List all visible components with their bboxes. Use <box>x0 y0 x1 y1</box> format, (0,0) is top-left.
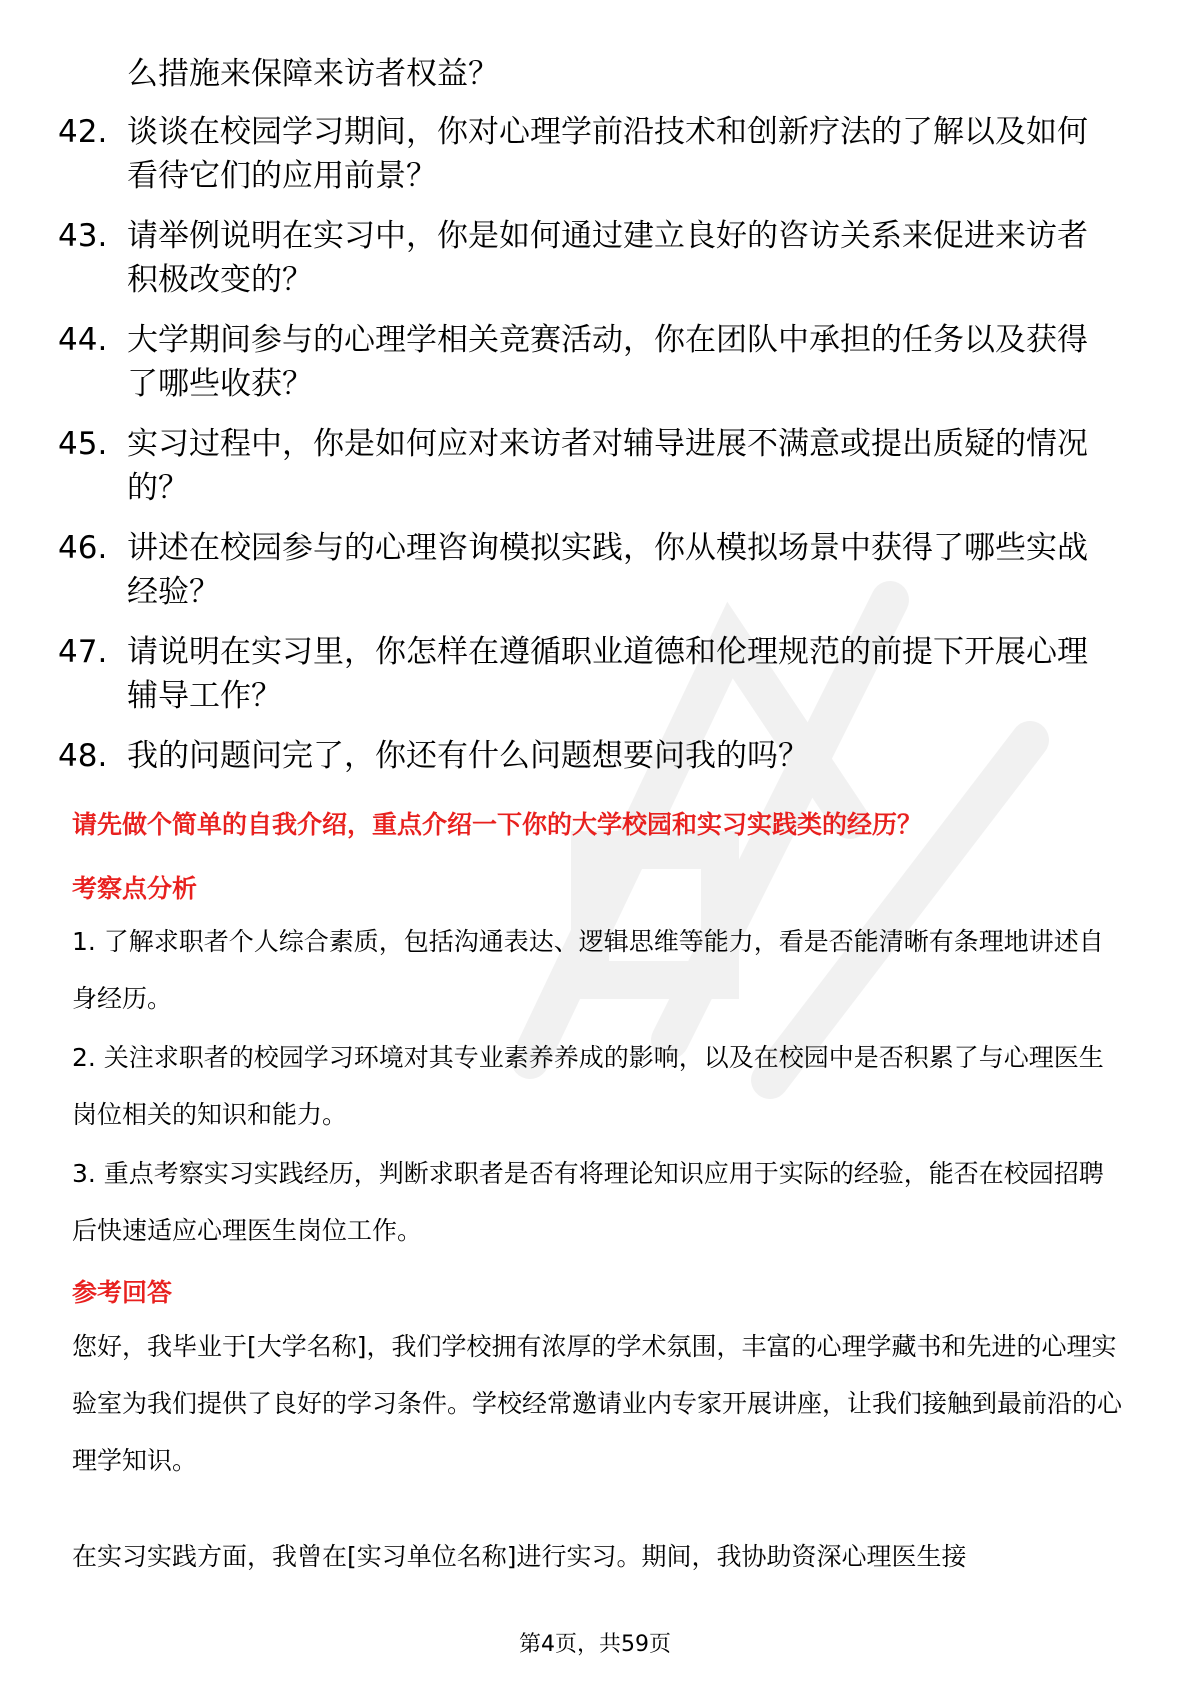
question-item <box>58 318 1118 406</box>
analysis-point: 2. 关注求职者的校园学习环境对其专业素养养成的影响，以及在校园中是否积累了与心理医生岗位相关的知识和能力。 <box>72 1043 1104 1129</box>
question-number: 47. <box>58 634 108 670</box>
question-number: 48. <box>58 738 108 774</box>
question-text: 实习过程中，你是如何应对来访者对辅导进展不满意或提出质疑的情况的？ <box>127 426 1088 506</box>
question-text: 我的问题问完了，你还有什么问题想要问我的吗？ <box>127 738 809 774</box>
reference-heading: 参考回答 <box>72 1278 173 1307</box>
question-number: 44. <box>58 322 108 358</box>
question-text: 大学期间参与的心理学相关竞赛活动，你在团队中承担的任务以及获得了哪些收获？ <box>127 322 1088 402</box>
page-indicator: 第4页，共59页 <box>519 1632 671 1657</box>
reference-paragraph: 您好，我毕业于[大学名称]，我们学校拥有浓厚的学术氛围，丰富的心理学藏书和先进的心理实验室为我们提供了良好的学习条件。学校经常邀请业内专家开展讲座，让我们接触到最前沿的心理学知识。 <box>72 1332 1123 1475</box>
reference-paragraph: 在实习实践方面，我曾在[实习单位名称]进行实习。期间，我协助资深心理医生接 <box>72 1542 967 1571</box>
question-item <box>58 734 1118 778</box>
question-text: 谈谈在校园学习期间，你对心理学前沿技术和创新疗法的了解以及如何看待它们的应用前景？ <box>127 114 1088 194</box>
question-number: 43. <box>58 218 108 254</box>
question-item <box>58 526 1118 614</box>
analysis-point: 3. 重点考察实习实践经历，判断求职者是否有将理论知识应用于实际的经验，能否在校园招聘后快速适应心理医生岗位工作。 <box>72 1159 1104 1245</box>
question-item <box>58 214 1118 302</box>
question-list <box>58 110 1118 794</box>
question-text: 请举例说明在实习中，你是如何通过建立良好的咨访关系来促进来访者积极改变的？ <box>127 218 1088 298</box>
featured-question: 请先做个简单的自我介绍，重点介绍一下你的大学校园和实习实践类的经历？ <box>72 810 923 839</box>
analysis-heading: 考察点分析 <box>72 874 198 903</box>
question-item <box>58 422 1118 510</box>
question-item <box>58 630 1118 718</box>
question-number: 45. <box>58 426 108 462</box>
question-text: 讲述在校园参与的心理咨询模拟实践，你从模拟场景中获得了哪些实战经验？ <box>127 530 1088 610</box>
question-continuation: 么措施来保障来访者权益？ <box>127 56 499 92</box>
question-text: 请说明在实习里，你怎样在遵循职业道德和伦理规范的前提下开展心理辅导工作？ <box>127 634 1088 714</box>
question-number: 42. <box>58 114 108 150</box>
analysis-point: 1. 了解求职者个人综合素质，包括沟通表达、逻辑思维等能力，看是否能清晰有条理地讲述自身经历。 <box>72 927 1104 1013</box>
question-number: 46. <box>58 530 108 566</box>
question-item <box>58 110 1118 198</box>
